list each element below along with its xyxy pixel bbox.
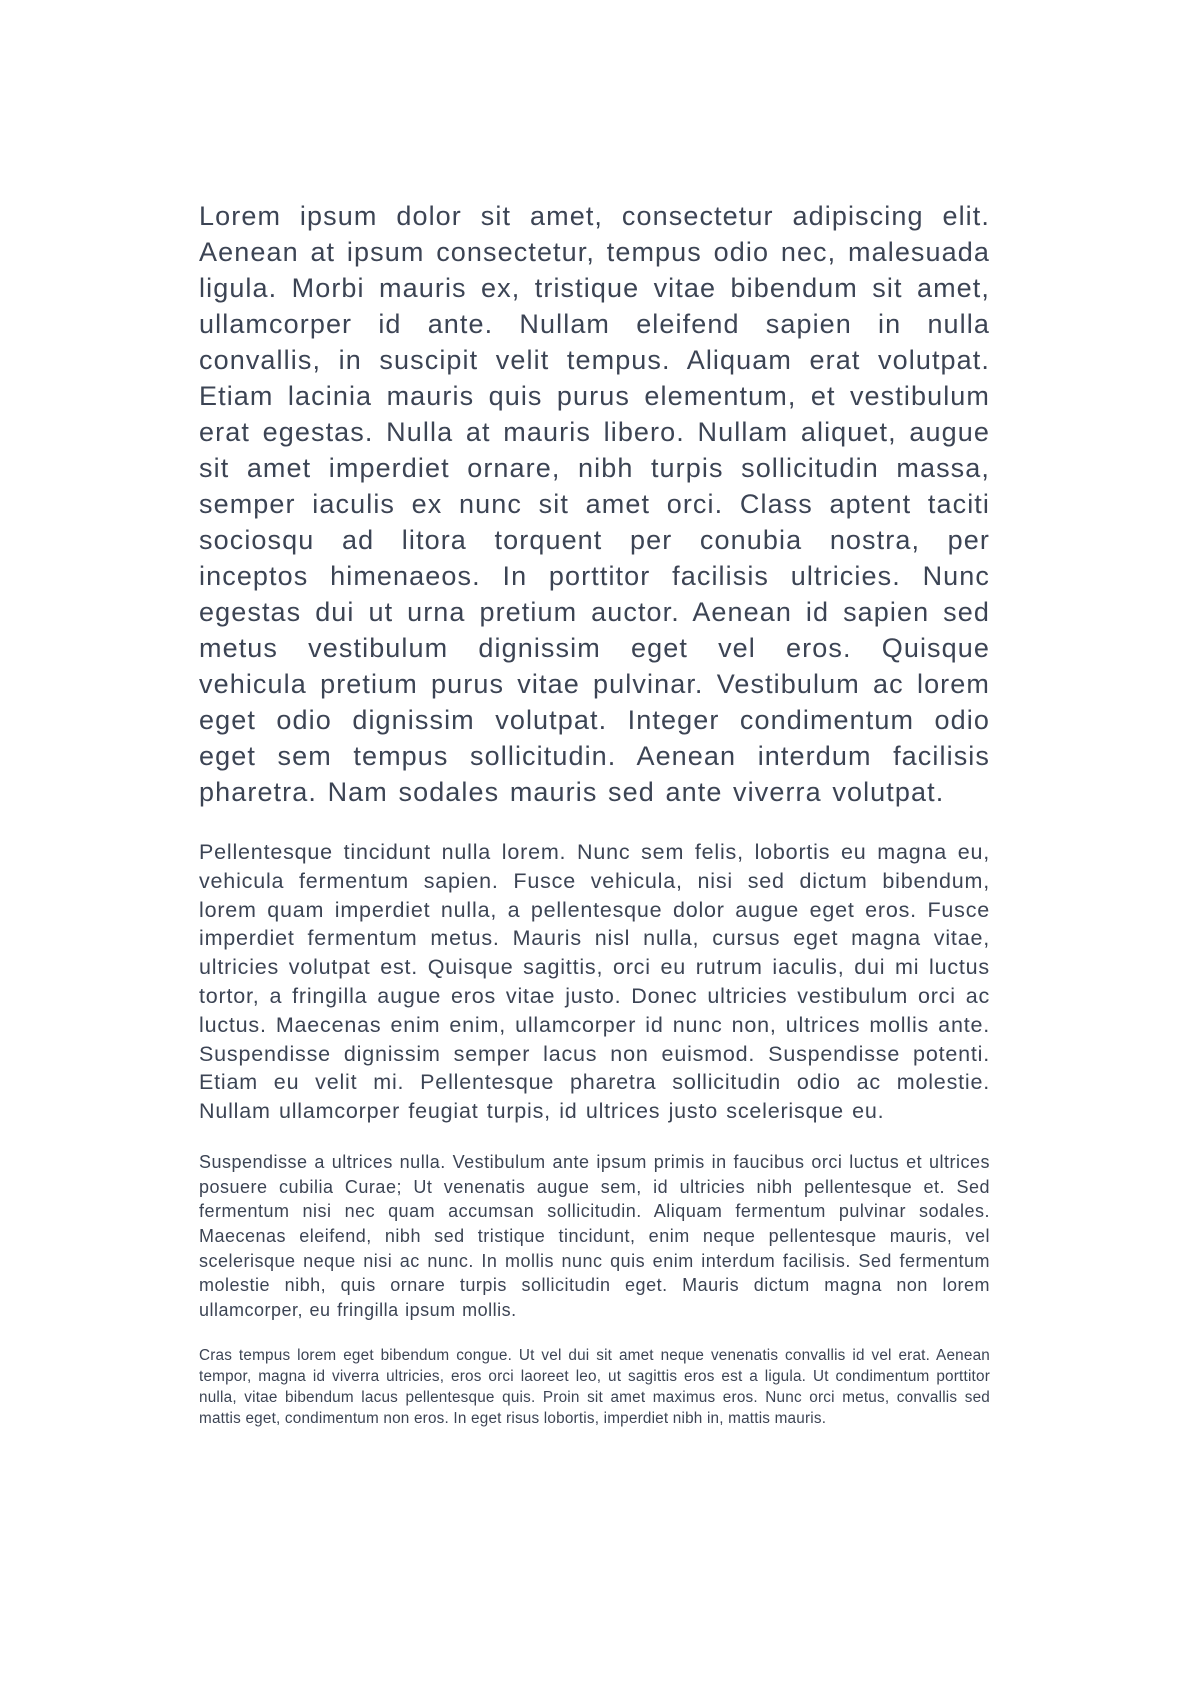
- paragraph-third: Suspendisse a ultrices nulla. Vestibulum ante ipsum primis in faucibus orci luctus et ultrices posuere cubilia Curae; Ut venenatis augue sem, id ultricies nibh pellentesque et. Sed fermentum nisi nec quam accumsan sollicitudin. Aliquam fermentum pulvinar sodales. Maecenas eleifend, nibh sed tristique tincidunt, enim neque pellentesque mauris, vel scelerisque neque nisi ac nunc. In mollis nunc quis enim interdum facilisis. Sed fermentum molestie nibh, quis ornare turpis sollicitudin eget. Mauris dictum magna non lorem ullamcorper, eu fringilla ipsum mollis.: [199, 1151, 990, 1321]
- paragraph-second: Pellentesque tincidunt nulla lorem. Nunc sem felis, lobortis eu magna eu, vehicula fermentum sapien. Fusce vehicula, nisi sed dictum bibendum, lorem quam imperdiet nulla, a pellentesque dolor augue eget eros. Fusce imperdiet fermentum metus. Mauris nisl nulla, cursus eget magna vitae, ultricies volutpat est. Quisque sagittis, orci eu rutrum iaculis, dui mi luctus tortor, a fringilla augue eros vitae justo. Donec ultricies vestibulum orci ac luctus. Maecenas enim enim, ullamcorper id nunc non, ultrices mollis ante. Suspendisse dignissim semper lacus non euismod. Suspendisse potenti. Etiam eu velit mi. Pellentesque pharetra sollicitudin odio ac molestie. Nullam ullamcorper feugiat turpis, id ultrices justo scelerisque eu.: [199, 840, 990, 1124]
- paragraph-lead: Lorem ipsum dolor sit amet, consectetur adipiscing elit. Aenean at ipsum consectetur, tempus odio nec, malesuada ligula. Morbi mauris ex, tristique vitae bibendum sit amet, ullamcorper id ante. Nullam eleifend sapien in nulla convallis, in suscipit velit tempus. Aliquam erat volutpat. Etiam lacinia mauris quis purus elementum, et vestibulum erat egestas. Nulla at mauris libero. Nullam aliquet, augue sit amet imperdiet ornare, nibh turpis sollicitudin massa, semper iaculis ex nunc sit amet orci. Class aptent taciti sociosqu ad litora torquent per conubia nostra, per inceptos himenaeos. In porttitor facilisis ultricies. Nunc egestas dui ut urna pretium auctor. Aenean id sapien sed metus vestibulum dignissim eget vel eros. Quisque vehicula pretium purus vitae pulvinar. Vestibulum ac lorem eget odio dignissim volutpat. Integer condimentum odio eget sem tempus sollicitudin. Aenean interdum facilisis pharetra. Nam sodales mauris sed ante viverra volutpat.: [199, 201, 990, 807]
- text-column: [199, 0, 990, 1429]
- paragraph-fourth: Cras tempus lorem eget bibendum congue. Ut vel dui sit amet neque venenatis convallis id vel erat. Aenean tempor, magna id viverra ultricies, eros orci laoreet leo, ut sagittis eros est a ligula. Ut condimentum porttitor nulla, vitae bibendum lacus pellentesque quis. Proin sit amet maximus eros. Nunc orci metus, convallis sed mattis eget, condimentum non eros. In eget risus lobortis, imperdiet nibh in, mattis mauris.: [199, 1346, 990, 1427]
